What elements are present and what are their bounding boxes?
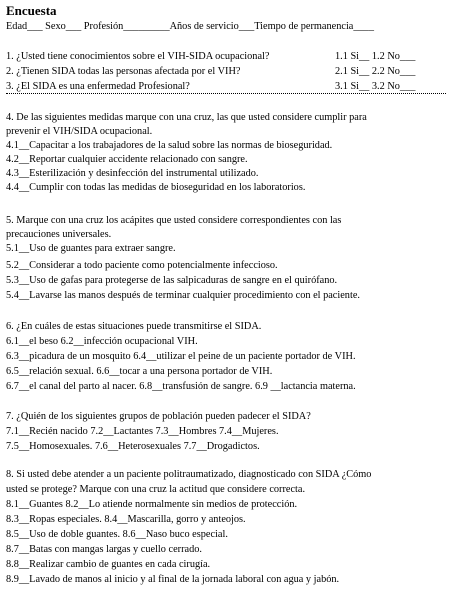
question-6-option: 6.3__picadura de un mosquito 6.4__utilizar el peine de un paciente portador de VIH. — [6, 351, 356, 362]
question-8-line: usted se protege? Marque con una cruz la actitud que considere correcta. — [6, 484, 306, 495]
question-8-line: 8. Si usted debe atender a un paciente politraumatizado, diagnosticado con SIDA ¿Cómo — [6, 469, 372, 480]
question-4-option: 4.4__Cumplir con todas las medidas de bioseguridad en los laboratorios. — [6, 182, 306, 193]
question-8-option: 8.9__Lavado de manos al inicio y al final de la jornada laboral con agua y jabón. — [6, 574, 340, 585]
question-8-option: 8.7__Batas con mangas largas y cuello cerrado. — [6, 544, 202, 555]
question-8-option: 8.3__Ropas especiales. 8.4__Mascarilla, gorro y anteojos. — [6, 514, 246, 525]
question-5-option: 5.3__Uso de gafas para protegerse de las salpicaduras de sangre en el quirófano. — [6, 275, 338, 286]
question-5-option: 5.2__Considerar a todo paciente como potencialmente infeccioso. — [6, 260, 278, 271]
question-1: 1. ¿Usted tiene conocimientos sobre el VIH-SIDA ocupacional? — [6, 51, 270, 62]
question-4-option: 4.3__Esterilización y desinfección del instrumental utilizado. — [6, 168, 259, 179]
question-5-line: precauciones universales. — [6, 229, 112, 240]
dotted-divider — [6, 93, 446, 94]
question-7-option: 7.1__Recién nacido 7.2__Lactantes 7.3__Hombres 7.4__Mujeres. — [6, 426, 279, 437]
question-5-line: 5. Marque con una cruz los acápites que usted considere correspondientes con las — [6, 215, 342, 226]
question-8-option: 8.8__Realizar cambio de guantes en cada cirugía. — [6, 559, 211, 570]
question-1-answers: 1.1 Si__ 1.2 No___ — [335, 51, 416, 62]
question-3-answers: 3.1 Si__ 3.2 No___ — [335, 81, 416, 92]
survey-title: Encuesta — [6, 3, 57, 18]
demographics-line: Edad___ Sexo___ Profesión_________Años de servicio___Tiempo de permanencia____ — [6, 21, 374, 32]
question-4-option: 4.2__Reportar cualquier accidente relacionado con sangre. — [6, 154, 248, 165]
question-2: 2. ¿Tienen SIDA todas las personas afectada por el VIH? — [6, 66, 241, 77]
question-6-option: 6.7__el canal del parto al nacer. 6.8__transfusión de sangre. 6.9 __lactancia materna. — [6, 381, 356, 392]
question-7-line: 7. ¿Quién de los siguientes grupos de población pueden padecer el SIDA? — [6, 411, 311, 422]
question-4-line: 4. De las siguientes medidas marque con una cruz, las que usted considere cumplir para — [6, 112, 367, 123]
question-6-line: 6. ¿En cuáles de estas situaciones puede transmitirse el SIDA. — [6, 321, 262, 332]
question-3: 3. ¿El SIDA es una enfermedad Profesional? — [6, 81, 190, 92]
question-6-option: 6.5__relación sexual. 6.6__tocar a una persona portador de VIH. — [6, 366, 273, 377]
question-4-option: 4.1__Capacitar a los trabajadores de la salud sobre las normas de bioseguridad. — [6, 140, 333, 151]
question-5-option: 5.1__Uso de guantes para extraer sangre. — [6, 243, 176, 254]
question-8-option: 8.5__Uso de doble guantes. 8.6__Naso buco especial. — [6, 529, 228, 540]
question-8-option: 8.1__Guantes 8.2__Lo atiende normalmente sin medios de protección. — [6, 499, 298, 510]
question-5-option: 5.4__Lavarse las manos después de terminar cualquier procedimiento con el paciente. — [6, 290, 360, 301]
question-2-answers: 2.1 Si__ 2.2 No___ — [335, 66, 416, 77]
question-4-line: prevenir el VIH/SIDA ocupacional. — [6, 126, 153, 137]
question-7-option: 7.5__Homosexuales. 7.6__Heterosexuales 7.7__Drogadictos. — [6, 441, 260, 452]
question-6-option: 6.1__el beso 6.2__infección ocupacional VIH. — [6, 336, 198, 347]
